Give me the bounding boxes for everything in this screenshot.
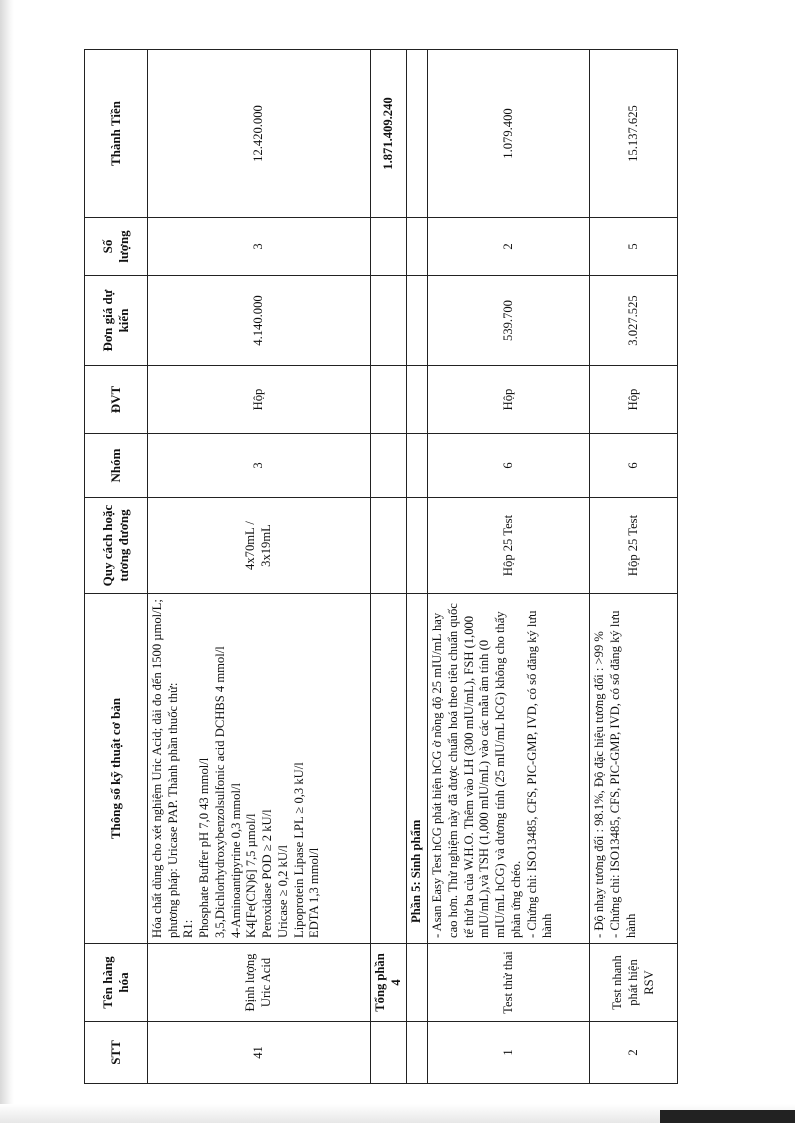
- header-row: [85, 50, 148, 1084]
- row-name: Định lượng Uric Acid: [148, 944, 371, 1022]
- spec-line: Uricase ≥ 0,2 kU/l: [275, 845, 290, 938]
- spec-line: - Chứng chỉ: ISO13485, CFS, PIC-GMP, IVD, có số đăng ký lưu hành: [607, 610, 638, 938]
- scan-mark: [660, 1110, 795, 1123]
- row-name: Test nhanh phát hiện RSV: [590, 944, 678, 1022]
- spec-line: EDTA 1,3 mmol/l: [307, 847, 322, 938]
- spec-line: 4-Aminoantipyrine 0,3 mmol/l: [228, 783, 243, 938]
- row-group: 3: [148, 434, 371, 498]
- row-unit: Hộp: [590, 366, 678, 434]
- subtotal-label: Tổng phần 4: [371, 944, 407, 1022]
- row-qty: 5: [590, 218, 678, 276]
- row-price: 4.140.000: [148, 276, 371, 366]
- subtotal-value: 1.871.409.240: [371, 50, 407, 218]
- row-qty: 2: [428, 218, 590, 276]
- row-pack: Hộp 25 Test: [428, 498, 590, 594]
- col-stt: STT: [85, 1022, 148, 1084]
- col-qty: Số lượng: [85, 218, 148, 276]
- table-row-2: [590, 50, 678, 1084]
- table-row-41: [148, 50, 371, 1084]
- row-spec: [428, 594, 590, 944]
- row-group: 6: [428, 434, 590, 498]
- row-spec: [590, 594, 678, 944]
- col-spec: Thông số kỹ thuật cơ bản: [85, 594, 148, 944]
- row-stt: 1: [428, 1022, 590, 1084]
- row-unit: Hộp: [428, 366, 590, 434]
- row-stt: 41: [148, 1022, 371, 1084]
- col-total: Thành Tiền: [85, 50, 148, 218]
- row-stt: 2: [590, 1022, 678, 1084]
- col-price: Đơn giá dự kiến: [85, 276, 148, 366]
- row-qty: 3: [148, 218, 371, 276]
- spec-line: - Độ nhạy tương đối : 98.1%, Độ đặc hiệu tương đối : >99 %: [592, 631, 607, 938]
- section-title: Phần 5: Sinh phẩm: [407, 594, 428, 944]
- scan-shadow-left: [0, 0, 14, 1123]
- spec-line: - Chứng chỉ: ISO13485, CFS, PIC-GMP, IVD, có số đăng ký lưu hành: [524, 610, 555, 938]
- row-spec: [148, 594, 371, 944]
- spec-line: - Asan Easy Test hCG phát hiện hCG ở nồng độ 25 mIU/mL hay cao hơn. Thử nghiệm này đã được chuẩn hoá theo tiêu chuẩn quốc tế thứ ba của W.H.O. Thêm vào LH (300 mIU/mL), FSH (1,000 mIU/mL),và TSH (1,000 mIU/mL) vào các mẫu âm tính (0 mIU/mL hCG) và dương tính (25 mIU/mL hCG) không cho thấy phản ứng chéo.: [430, 603, 523, 938]
- row-pack: 4x70mL / 3x19mL: [148, 498, 371, 594]
- spec-line: K4[Fe(CN)6] 7,5 µmol/l: [244, 813, 259, 938]
- spec-line: Peroxidase POD ≥ 2 kU/l: [260, 809, 275, 938]
- rotated-page: [84, 50, 658, 1084]
- row-pack: Hộp 25 Test: [590, 498, 678, 594]
- subtotal-row: [371, 50, 407, 1084]
- spec-line: R1:: [181, 919, 196, 938]
- col-group: Nhóm: [85, 434, 148, 498]
- row-total: 15.137.625: [590, 50, 678, 218]
- row-unit: Hộp: [148, 366, 371, 434]
- row-group: 6: [590, 434, 678, 498]
- row-total: 12.420.000: [148, 50, 371, 218]
- row-name: Test thử thai: [428, 944, 590, 1022]
- row-price: 539.700: [428, 276, 590, 366]
- col-unit: ĐVT: [85, 366, 148, 434]
- spec-line: 3,5,Dichlorhydroxybenzolsulfonic acid DCHBS 4 mmol/l: [212, 646, 227, 938]
- col-name: Tên hàng hóa: [85, 944, 148, 1022]
- price-table: [84, 49, 678, 1084]
- table-row-1: [428, 50, 590, 1084]
- col-pack: Quy cách hoặc tương đương: [85, 498, 148, 594]
- row-total: 1.079.400: [428, 50, 590, 218]
- spec-line: Hóa chất dùng cho xét nghiệm Uric Acid; dải đo đến 1500 µmol/L; phương pháp: Uricase PAP. Thành phần thuốc thử:: [150, 599, 180, 938]
- section-row: [407, 50, 428, 1084]
- row-price: 3.027.525: [590, 276, 678, 366]
- spec-line: Phosphate Buffer pH 7,0 43 mmol/l: [197, 757, 212, 938]
- spec-line: Lipoprotein Lipase LPL ≥ 0,3 kU/l: [291, 762, 306, 938]
